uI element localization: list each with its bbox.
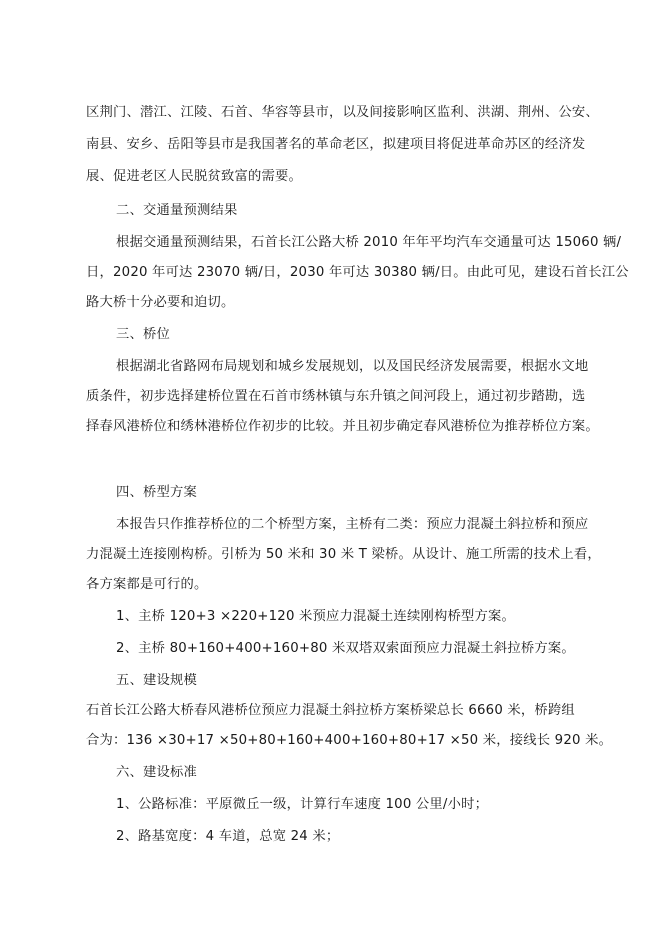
paragraph-line: 南县、安乡、岳阳等县市是我国著名的革命老区，拟建项目将促进革命苏区的经济发 xyxy=(86,137,586,152)
paragraph-line: 展、促进老区人民脱贫致富的需要。 xyxy=(86,169,302,184)
paragraph-line: 质条件，初步选择建桥位置在石首市绣林镇与东升镇之间河段上，通过初步踏勘，选 xyxy=(86,389,586,404)
paragraph-line: 石首长江公路大桥春风港桥位预应力混凝土斜拉桥方案桥梁总长 6660 米，桥跨组 xyxy=(86,703,575,718)
list-item: 1、公路标准：平原微丘一级，计算行车速度 100 公里/小时； xyxy=(116,797,489,812)
section-heading: 四、桥型方案 xyxy=(116,485,197,500)
paragraph-line: 区荆门、潜江、江陵、石首、华容等县市，以及间接影响区监利、洪湖、荆州、公安、 xyxy=(86,105,599,120)
paragraph-line: 力混凝土连接刚构桥。引桥为 50 米和 30 米 T 梁桥。从设计、施工所需的技术上看， xyxy=(86,547,601,562)
paragraph-line: 日，2020 年可达 23070 辆/日，2030 年可达 30380 辆/日。由此可见，建设石首长江公 xyxy=(86,265,629,280)
list-item: 2、主桥 80+160+400+160+80 米双塔双索面预应力混凝土斜拉桥方案。 xyxy=(116,641,575,656)
paragraph-line: 本报告只作推荐桥位的二个桥型方案，主桥有二类：预应力混凝土斜拉桥和预应 xyxy=(116,517,589,532)
list-item: 1、主桥 120+3 ×220+120 米预应力混凝土连续刚构桥型方案。 xyxy=(116,609,516,624)
section-heading: 二、交通量预测结果 xyxy=(116,203,238,218)
paragraph-line: 路大桥十分必要和迫切。 xyxy=(86,295,235,310)
paragraph-line: 根据交通量预测结果，石首长江公路大桥 2010 年年平均汽车交通量可达 15060 辆/ xyxy=(116,235,622,250)
section-heading: 三、桥位 xyxy=(116,327,170,342)
paragraph-line: 择春风港桥位和绣林港桥位作初步的比较。并且初步确定春风港桥位为推荐桥位方案。 xyxy=(86,419,599,434)
paragraph-line: 根据湖北省路网布局规划和城乡发展规划，以及国民经济发展需要，根据水文地 xyxy=(116,359,589,374)
section-heading: 五、建设规模 xyxy=(116,673,197,688)
list-item: 2、路基宽度：4 车道，总宽 24 米； xyxy=(116,829,340,844)
section-heading: 六、建设标准 xyxy=(116,765,197,780)
paragraph-line: 合为：136 ×30+17 ×50+80+160+400+160+80+17 ×50 米，接线长 920 米。 xyxy=(86,733,613,748)
paragraph-line: 各方案都是可行的。 xyxy=(86,577,208,592)
